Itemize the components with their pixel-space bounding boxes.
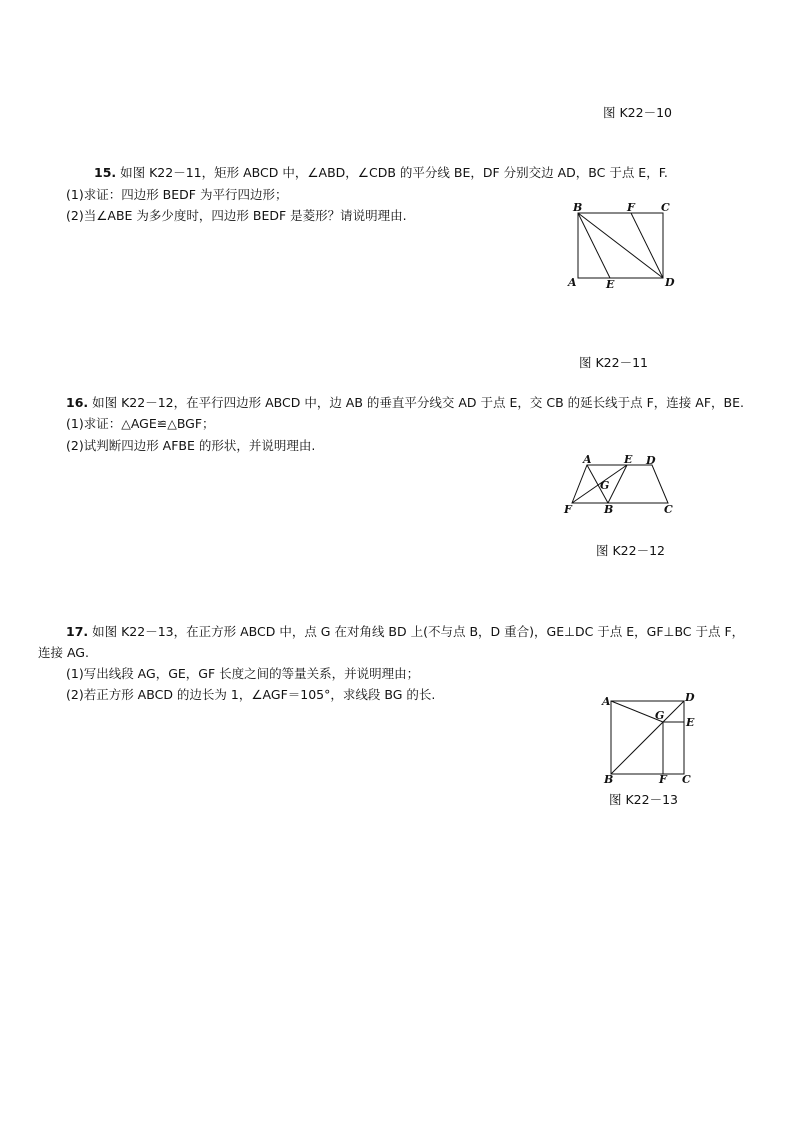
point-label-g: G bbox=[655, 709, 665, 722]
question-16-stem bbox=[66, 395, 744, 411]
point-label-a: A bbox=[583, 453, 592, 466]
point-label-b: B bbox=[604, 503, 614, 516]
question-15-part-1: (1)求证：四边形 BEDF 为平行四边形； bbox=[66, 187, 288, 202]
diagonal-bd bbox=[611, 701, 684, 774]
question-16-part-1: (1)求证：△AGE≌△BGF； bbox=[66, 416, 215, 431]
question-15-part-2: (2)当∠ABE 为多少度时，四边形 BEDF 是菱形？请说明理由. bbox=[66, 208, 407, 223]
point-label-e: E bbox=[606, 278, 615, 291]
point-label-c: C bbox=[664, 503, 673, 516]
question-16-part-2: (2)试判断四边形 AFBE 的形状，并说明理由. bbox=[66, 438, 316, 453]
question-text: 如图 K22－12，在平行四边形 ABCD 中，边 AB 的垂直平分线交 AD 于点 E，交 CB 的延长线于点 F，连接 AF，BE. bbox=[92, 395, 744, 410]
outline-fabcd bbox=[572, 465, 668, 503]
point-label-g: G bbox=[600, 479, 610, 492]
point-label-b: B bbox=[604, 773, 614, 786]
point-label-d: D bbox=[685, 691, 695, 704]
question-17-part-2: (2)若正方形 ABCD 的边长为 1，∠AGF＝105°，求线段 BG 的长. bbox=[66, 687, 436, 702]
point-label-d: D bbox=[646, 454, 656, 467]
segment-df bbox=[631, 213, 663, 278]
figure-k22-12 bbox=[560, 452, 685, 518]
diagonal-bd bbox=[578, 213, 663, 278]
point-label-f: F bbox=[627, 201, 635, 214]
figure-k22-11 bbox=[565, 200, 680, 295]
question-number: 15. bbox=[94, 165, 117, 180]
point-label-b: B bbox=[573, 201, 583, 214]
question-text: 如图 K22－11，矩形 ABCD 中，∠ABD，∠CDB 的平分线 BE，DF 分别交边 AD，BC 于点 E，F. bbox=[120, 165, 668, 180]
question-17-stem-line-2: 连接 AG. bbox=[38, 645, 89, 660]
figure-caption-k22-11: 图 K22－11 bbox=[579, 355, 648, 370]
figure-caption-k22-10: 图 K22－10 bbox=[603, 105, 672, 120]
question-number: 16. bbox=[66, 395, 89, 410]
figure-caption-k22-13: 图 K22－13 bbox=[609, 792, 678, 807]
question-17-part-1: (1)写出线段 AG，GE，GF 长度之间的等量关系，并说明理由； bbox=[66, 666, 420, 681]
segment-be bbox=[578, 213, 610, 278]
question-text: 如图 K22－13，在正方形 ABCD 中，点 G 在对角线 BD 上(不与点 B，D 重合)，GE⊥DC 于点 E，GF⊥BC 于点 F， bbox=[92, 624, 745, 639]
point-label-e: E bbox=[686, 716, 695, 729]
question-17-stem-line-1 bbox=[66, 624, 744, 640]
figure-caption-k22-12: 图 K22－12 bbox=[596, 543, 665, 558]
point-label-a: A bbox=[568, 276, 577, 289]
point-label-f: F bbox=[659, 773, 667, 786]
point-label-c: C bbox=[661, 201, 670, 214]
question-15-stem bbox=[94, 165, 668, 181]
point-label-e: E bbox=[624, 453, 633, 466]
point-label-f: F bbox=[564, 503, 572, 516]
point-label-c: C bbox=[682, 773, 691, 786]
point-label-a: A bbox=[602, 695, 611, 708]
figure-k22-13 bbox=[600, 690, 700, 786]
point-label-d: D bbox=[665, 276, 675, 289]
segment-be bbox=[608, 465, 627, 503]
question-number: 17. bbox=[66, 624, 89, 639]
